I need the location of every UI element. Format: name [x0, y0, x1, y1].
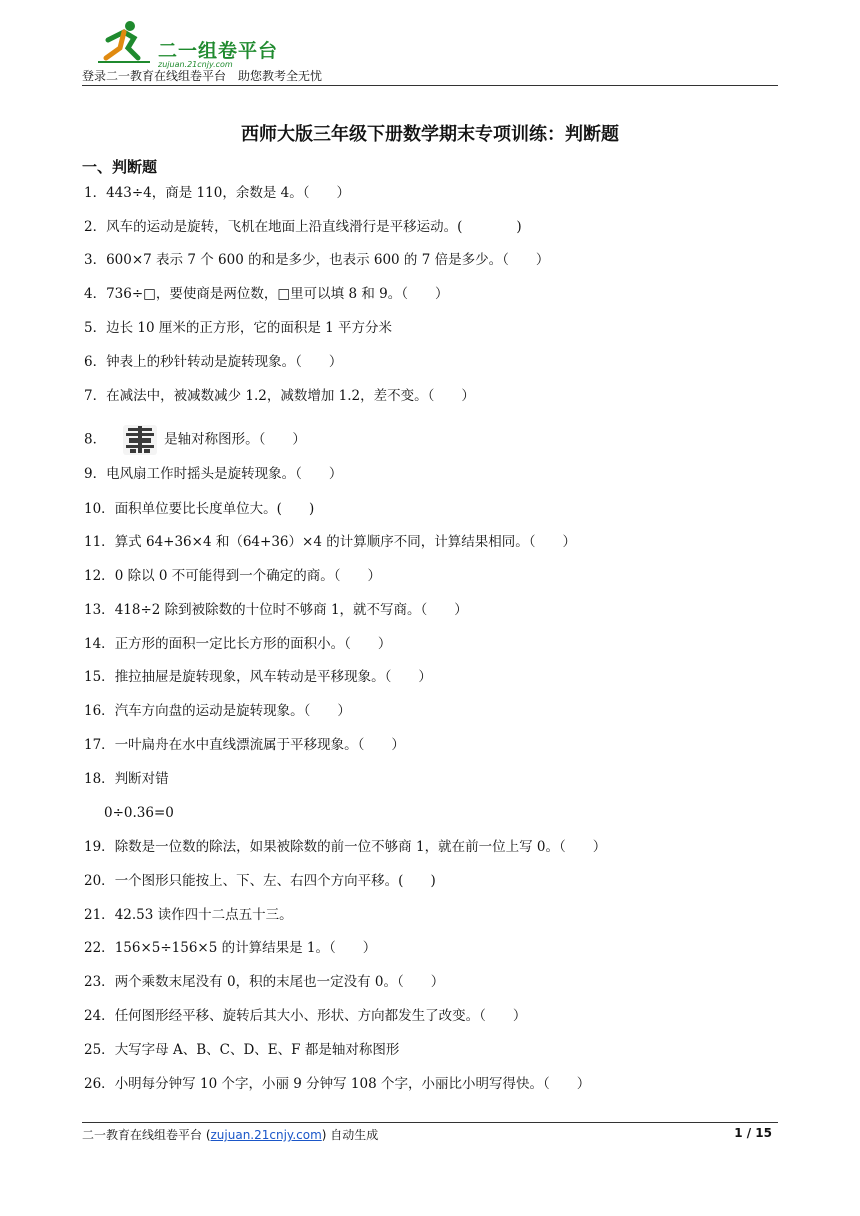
question-18-expression: 0÷0.36=0 — [104, 805, 174, 821]
question-text: 736÷□，要使商是两位数，□里可以填 8 和 9。（ ） — [106, 286, 449, 302]
question-1 — [84, 183, 350, 203]
question-number: 25． — [84, 1042, 115, 1058]
page-footer — [82, 1126, 378, 1143]
question-number: 13． — [84, 602, 115, 618]
question-9 — [84, 464, 342, 484]
section-heading: 一、判断题 — [82, 158, 158, 176]
question-text: 正方形的面积一定比长方形的面积小。（ ） — [114, 636, 392, 652]
question-24 — [84, 1006, 526, 1026]
question-text: 600×7 表示 7 个 600 的和是多少，也表示 600 的 7 倍是多少。（ ） — [106, 252, 550, 268]
question-number: 26． — [84, 1076, 115, 1092]
footer-suffix: ) 自动生成 — [321, 1128, 379, 1142]
question-5 — [84, 318, 392, 338]
footer-link[interactable]: zujuan.21cnjy.com — [210, 1128, 322, 1142]
question-3 — [84, 250, 549, 270]
question-text: 电风扇工作时摇头是旋转现象。（ ） — [106, 466, 343, 482]
question-text: 算式 64+36×4 和（64+36）×4 的计算顺序不同，计算结果相同。（ ） — [114, 534, 576, 550]
question-15 — [84, 667, 432, 687]
question-text: 小明每分钟写 10 个字，小丽 9 分钟写 108 个字，小丽比小明写得快。（ ） — [114, 1076, 591, 1092]
question-text: 156×5÷156×5 的计算结果是 1。（ ） — [114, 940, 377, 956]
question-21 — [84, 905, 293, 925]
page-header — [82, 14, 778, 86]
question-number: 7． — [84, 388, 107, 404]
question-number: 24． — [84, 1008, 115, 1024]
question-number: 11． — [84, 534, 115, 550]
runner-logo-icon — [94, 18, 154, 68]
question-number: 23． — [84, 974, 115, 990]
question-text: 是轴对称图形。（ ） — [164, 431, 306, 448]
question-number: 4． — [84, 286, 107, 302]
question-number: 12． — [84, 568, 115, 584]
question-text: 任何图形经平移、旋转后其大小、形状、方向都发生了改变。（ ） — [114, 1008, 527, 1024]
question-number: 15． — [84, 669, 115, 685]
question-number: 9． — [84, 466, 107, 482]
question-text: 一叶扁舟在水中直线漂流属于平移现象。（ ） — [114, 737, 405, 753]
footer-prefix: 二一教育在线组卷平台 ( — [82, 1128, 211, 1142]
question-text: 大写字母 A、B、C、D、E、F 都是轴对称图形 — [114, 1042, 400, 1058]
question-text: 风车的运动是旋转，飞机在地面上沿直线滑行是平移运动。( ) — [106, 219, 522, 235]
question-number: 8． — [84, 431, 107, 448]
question-11 — [84, 532, 576, 552]
question-number: 19． — [84, 839, 115, 855]
question-text: 除数是一位数的除法，如果被除数的前一位不够商 1，就在前一位上写 0。（ ） — [114, 839, 607, 855]
question-13 — [84, 600, 468, 620]
question-7 — [84, 386, 475, 406]
question-25 — [84, 1040, 399, 1060]
question-text: 判断对错 — [114, 771, 169, 787]
question-10 — [84, 499, 314, 519]
double-happiness-icon — [122, 424, 158, 456]
question-19 — [84, 837, 606, 857]
question-number: 17． — [84, 737, 115, 753]
question-6 — [84, 352, 342, 372]
question-2 — [84, 217, 522, 237]
logo-subtext: zujuan.21cnjy.com — [158, 60, 233, 69]
question-text: 推拉抽屉是旋转现象，风车转动是平移现象。（ ） — [114, 669, 432, 685]
question-number: 10． — [84, 501, 115, 517]
question-number: 14． — [84, 636, 115, 652]
question-text: 443÷4，商是 110，余数是 4。（ ） — [106, 185, 350, 201]
question-text: 汽车方向盘的运动是旋转现象。（ ） — [114, 703, 351, 719]
question-8 — [84, 424, 306, 456]
question-26 — [84, 1074, 590, 1094]
question-number: 1． — [84, 185, 107, 201]
logo-text: 二一组卷平台 — [158, 40, 279, 62]
question-text: 面积单位要比长度单位大。( ) — [114, 501, 315, 517]
question-text: 418÷2 除到被除数的十位时不够商 1，就不写商。（ ） — [114, 602, 468, 618]
question-number: 2． — [84, 219, 107, 235]
platform-logo — [94, 18, 284, 68]
question-14 — [84, 634, 391, 654]
footer-divider — [82, 1122, 778, 1123]
question-number: 3． — [84, 252, 107, 268]
header-tagline: 登录二一教育在线组卷平台 助您教考全无忧 — [82, 69, 323, 83]
question-number: 6． — [84, 354, 107, 370]
question-4 — [84, 284, 448, 304]
question-text: 0 除以 0 不可能得到一个确定的商。（ ） — [114, 568, 381, 584]
question-number: 16． — [84, 703, 115, 719]
question-22 — [84, 938, 376, 958]
question-text: 一个图形只能按上、下、左、右四个方向平移。( ) — [114, 873, 436, 889]
page-title: 西师大版三年级下册数学期末专项训练：判断题 — [241, 124, 619, 145]
question-16 — [84, 701, 351, 721]
question-18 — [84, 769, 169, 789]
question-23 — [84, 972, 444, 992]
question-text: 在减法中，被减数减少 1.2，减数增加 1.2，差不变。（ ） — [106, 388, 475, 404]
question-text: 42.53 读作四十二点五十三。 — [114, 907, 293, 923]
question-number: 5． — [84, 320, 107, 336]
question-20 — [84, 871, 436, 891]
question-text: 边长 10 厘米的正方形，它的面积是 1 平方分米 — [106, 320, 393, 336]
question-number: 20． — [84, 873, 115, 889]
question-17 — [84, 735, 405, 755]
question-number: 21． — [84, 907, 115, 923]
question-text: 钟表上的秒针转动是旋转现象。（ ） — [106, 354, 343, 370]
question-number: 22． — [84, 940, 115, 956]
page-number: 1 / 15 — [734, 1126, 772, 1140]
question-text: 两个乘数末尾没有 0，积的末尾也一定没有 0。（ ） — [114, 974, 445, 990]
question-12 — [84, 566, 381, 586]
question-number: 18． — [84, 771, 115, 787]
header-divider — [82, 85, 778, 86]
